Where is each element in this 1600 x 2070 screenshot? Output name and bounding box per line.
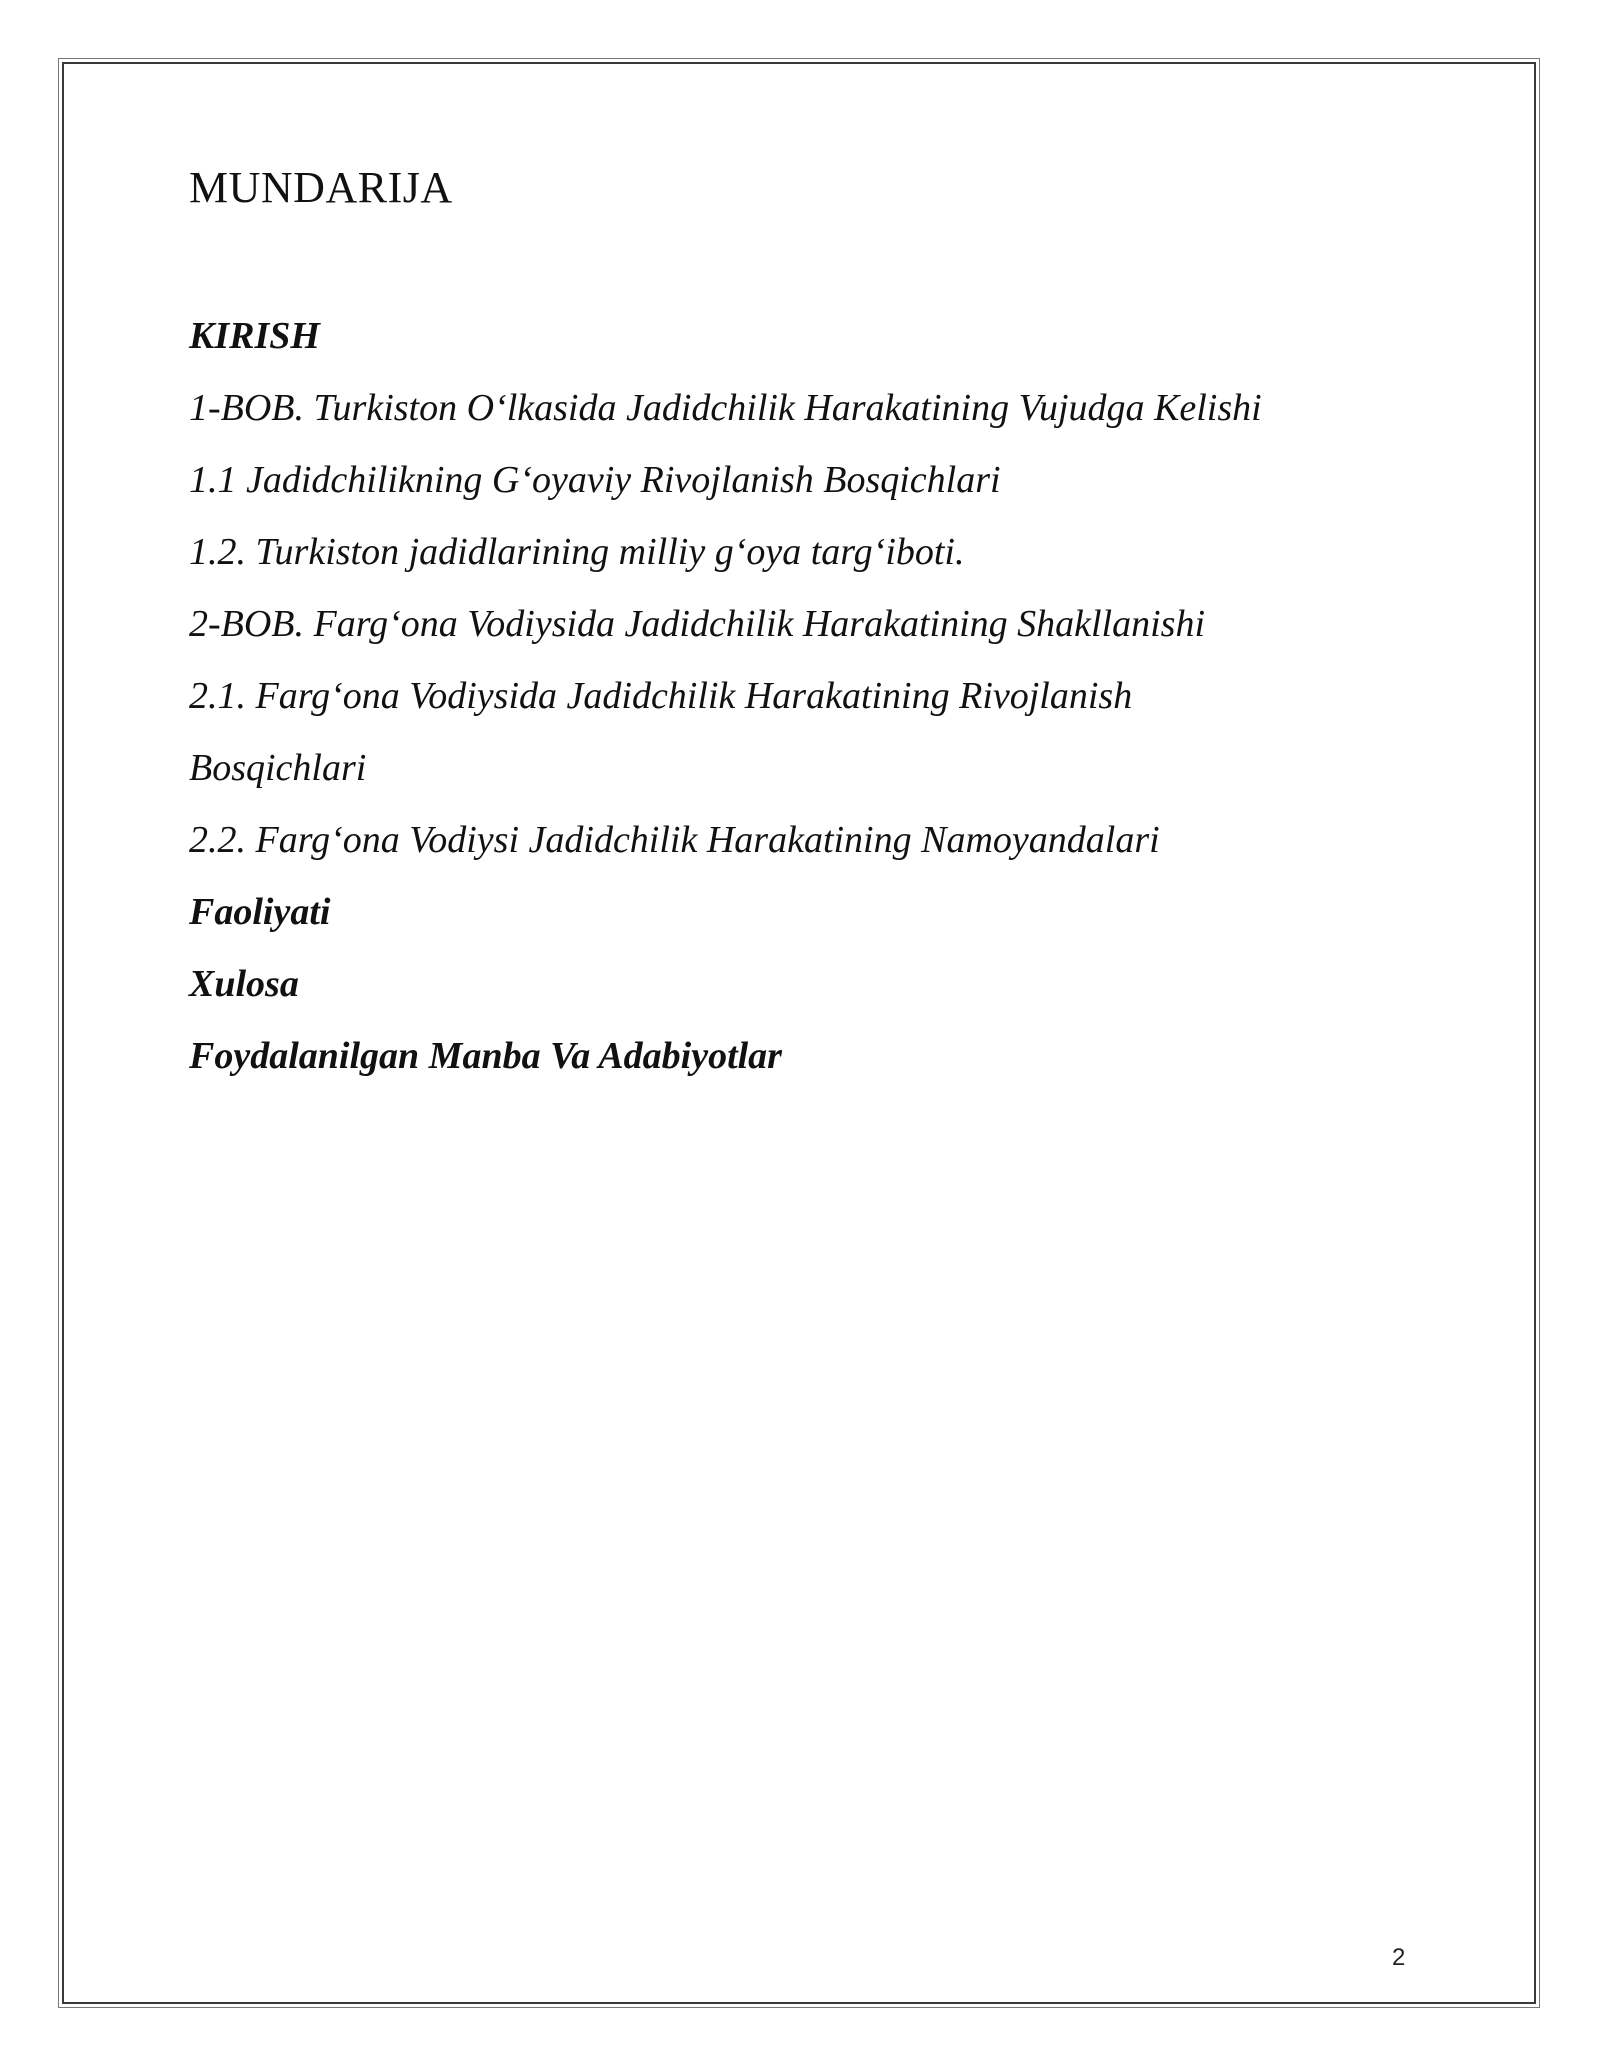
toc-item-chapter-1[interactable]: 1-BOB. Turkiston O‘lkasida Jadidchilik Harakatining Vujudga Kelishi [189,387,1262,429]
toc-item-section-2-1[interactable]: 2.1. Farg‘ona Vodiysida Jadidchilik Harakatining Rivojlanish Bosqichlari [189,675,1133,789]
toc-item-faoliyati[interactable]: Faoliyati [189,891,331,933]
toc-item-chapter-2[interactable]: 2-BOB. Farg‘ona Vodiysida Jadidchilik Harakatining Shakllanishi [189,603,1206,645]
toc-item-section-1-2[interactable]: 1.2. Turkiston jadidlarining milliy g‘oya targ‘iboti. [189,531,965,573]
toc-item-kirish[interactable]: KIRISH [189,315,320,357]
toc-item-section-2-2[interactable]: 2.2. Farg‘ona Vodiysi Jadidchilik Harakatining Namoyandalari [189,819,1160,861]
toc-item-section-1-1[interactable]: 1.1 Jadidchilikning G‘oyaviy Rivojlanish Bosqichlari [189,459,1001,501]
table-of-contents [189,300,1429,1092]
page-number: 2 [1392,1944,1406,1971]
toc-item-references[interactable]: Foydalanilgan Manba Va Adabiyotlar [189,1035,782,1077]
page-content [189,160,1429,1077]
page-title: MUNDARIJA [189,163,453,212]
toc-item-xulosa[interactable]: Xulosa [189,963,299,1005]
